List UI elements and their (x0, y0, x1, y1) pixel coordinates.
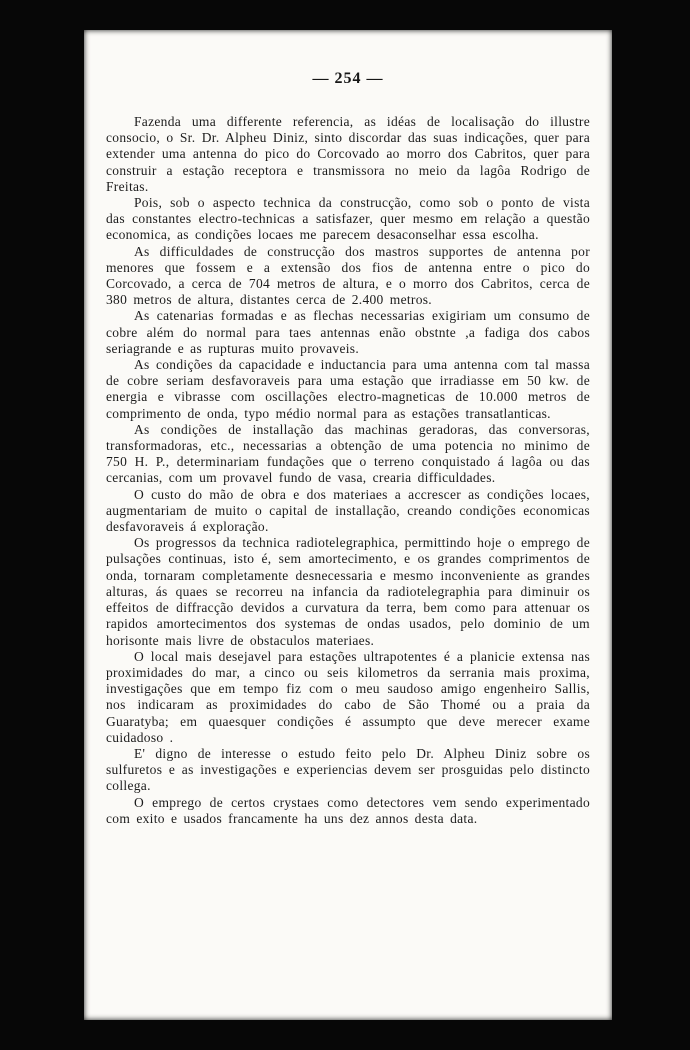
paragraph: Os progressos da technica radiotelegraphica, permittindo hoje o emprego de pulsações continuas, isto é, sem amortecimento, e os grandes comprimentos de onda, tornaram completamente desnecessaria e mesmo inconveniente as grandes alturas, ás quaes se recorreu na infancia da radiotelegraphia para diminuir os effeitos de diffracção devidos a curvatura da terra, bem como para attenuar os rapidos amortecimentos dos systemas de ondas usados, pelo dominio de um horisonte mais livre de obstaculos materiaes. (106, 535, 590, 648)
paragraph: Pois, sob o aspecto technica da construcção, como sob o ponto de vista das constantes electro-technicas a satisfazer, quer mesmo em relação a questão economica, as condições locaes me parecem desaconselhar essa escolha. (106, 195, 590, 243)
page-content (84, 30, 612, 827)
paragraph: As condições da capacidade e inductancia para uma antenna com tal massa de cobre seriam desfavoraveis para uma estação que irradiasse em 50 kw. de energia e vibrasse com oscillações electro-magneticas de 10.000 metros de comprimento de onda, typo médio normal para as estações transatlanticas. (106, 357, 590, 421)
paragraph: As difficuldades de construcção dos mastros supportes de antenna por menores que fossem e a extensão dos fios de antenna entre o pico do Corcovado, a cerca de 704 metros de altura, e o morro dos Cabritos, cerca de 380 metros de altura, distantes cerca de 2.400 metros. (106, 243, 590, 308)
paragraph: As condições de installação das machinas geradoras, das conversoras, transformadoras, etc., necessarias a obtenção de uma potencia no minimo de 750 H. P., determinariam fundações que o terreno conquistado á lagôa ou das cercanias, com um provavel fundo de vasa, crearia difficuldades. (106, 421, 590, 486)
paragraph: E' digno de interesse o estudo feito pelo Dr. Alpheu Diniz sobre os sulfuretos e as investigações e experiencias devem ser prosguidas pelo distincto collega. (106, 745, 590, 794)
paragraph: Fazenda uma differente referencia, as idéas de localisação do illustre consocio, o Sr. Dr. Alpheu Diniz, sinto discordar das suas indicações, quer para extender uma antenna do pico do Corcovado ao morro dos Cabritos, quer para construir a estação receptora e transmissora no meio da lagôa Rodrigo de Freitas. (106, 114, 590, 194)
paragraph: O custo do mão de obra e dos materiaes a accrescer as condições locaes, augmentariam de muito o capital de installação, creando condições economicas desfavoraveis á exploração. (106, 486, 590, 535)
paragraph: As catenarias formadas e as flechas necessarias exigiriam um consumo de cobre além do normal para taes antennas enão obstnte ,a fadiga dos cabos seriagrande e as rupturas muito provaveis. (106, 308, 590, 356)
paragraph: O emprego de certos crystaes como detectores vem sendo experimentado com exito e usados francamente ha uns dez annos desta data. (106, 794, 590, 826)
document-page (84, 30, 612, 1020)
page-number: — 254 — (312, 70, 384, 87)
paragraph: O local mais desejavel para estações ultrapotentes é a planicie extensa nas proximidades do mar, a cinco ou seis kilometros da serrania mais proxima, investigações que em tempo fiz com o meu saudoso amigo engenheiro Sallis, nos indicaram as proximidades do cabo de São Thomé ou a praia da Guaratyba; em quaesquer condições é assumpto que deve merecer exame cuidadoso . (106, 648, 590, 745)
text-block (106, 114, 590, 827)
